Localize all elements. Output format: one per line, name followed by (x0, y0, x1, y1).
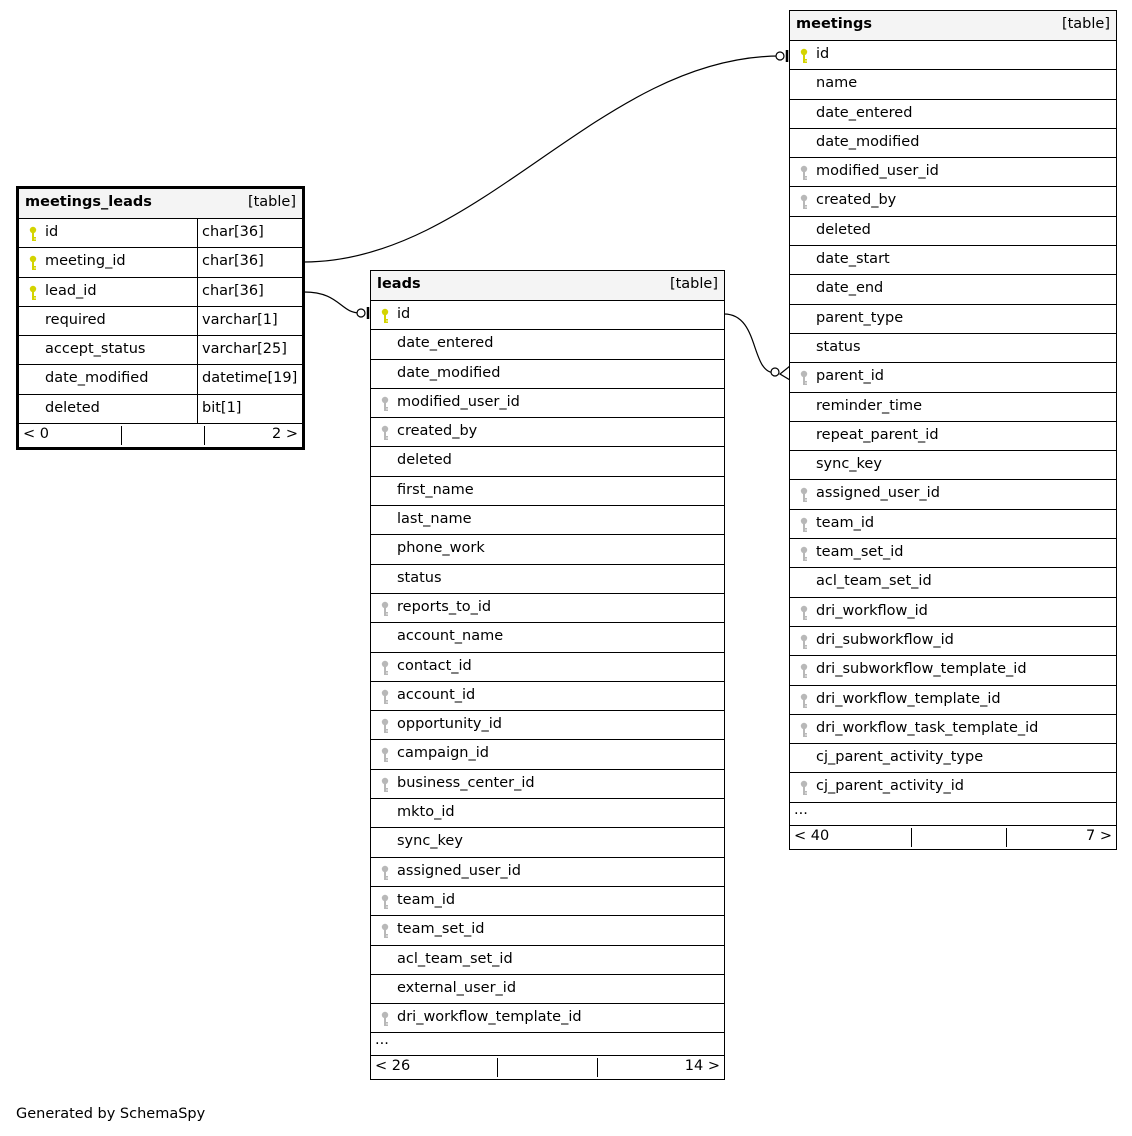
primary-key-icon (379, 308, 391, 324)
column-row[interactable] (371, 887, 724, 916)
column-row[interactable] (371, 946, 724, 975)
column-name: contact_id (397, 657, 472, 674)
table-header (371, 271, 724, 301)
column-row[interactable] (790, 70, 1116, 99)
column-name: dri_subworkflow_template_id (816, 661, 1027, 678)
foreign-key-icon (798, 780, 810, 796)
foreign-key-icon (379, 747, 391, 763)
foreign-key-icon (798, 546, 810, 562)
table-meetings[interactable] (789, 10, 1117, 850)
column-row[interactable] (790, 568, 1116, 597)
column-name: mkto_id (397, 804, 455, 821)
column-name: modified_user_id (397, 393, 520, 410)
foreign-key-icon (798, 722, 810, 738)
column-name: opportunity_id (397, 716, 502, 733)
column-name: name (816, 75, 858, 92)
column-name: external_user_id (397, 979, 517, 996)
column-name: assigned_user_id (816, 485, 940, 502)
foreign-key-icon (798, 634, 810, 650)
foreign-key-icon (798, 165, 810, 181)
foreign-key-icon (798, 370, 810, 386)
column-row[interactable] (790, 744, 1116, 773)
foreign-key-icon (379, 1011, 391, 1027)
column-row[interactable] (371, 360, 724, 389)
column-row[interactable] (371, 623, 724, 652)
children-count[interactable]: 14 > (684, 1058, 720, 1075)
foreign-key-icon (379, 689, 391, 705)
column-name: reminder_time (816, 397, 923, 414)
table-footer (371, 1056, 724, 1079)
table-meetings-leads[interactable] (16, 186, 305, 450)
column-name: dri_workflow_template_id (816, 690, 1001, 707)
column-name: date_modified (45, 370, 149, 387)
column-row[interactable] (790, 100, 1116, 129)
more-columns (371, 1033, 724, 1056)
column-row[interactable] (790, 422, 1116, 451)
column-list (19, 219, 302, 424)
children-count[interactable]: 7 > (1086, 827, 1112, 844)
foreign-key-icon (798, 693, 810, 709)
column-name: deleted (816, 221, 871, 238)
more-ellipsis: ... (375, 1032, 389, 1049)
column-row[interactable] (790, 246, 1116, 275)
column-row[interactable] (371, 740, 724, 769)
column-row[interactable] (790, 686, 1116, 715)
foreign-key-icon (379, 425, 391, 441)
table-header (790, 11, 1116, 41)
column-type: char[36] (202, 253, 264, 270)
column-name: created_by (816, 192, 897, 209)
parents-count[interactable]: < 40 (794, 827, 830, 844)
column-row[interactable] (371, 711, 724, 740)
link-leads-id-to-meetings-parent (724, 314, 775, 373)
column-name: status (816, 338, 861, 355)
column-name: team_set_id (816, 544, 904, 561)
column-row[interactable] (371, 916, 724, 945)
column-row[interactable] (371, 301, 724, 330)
column-name: team_id (816, 514, 875, 531)
column-name: account_id (397, 686, 476, 703)
foreign-key-icon (379, 865, 391, 881)
column-name: cj_parent_activity_id (816, 778, 964, 795)
column-row[interactable] (19, 395, 302, 424)
schemaspy-credit: Generated by SchemaSpy (16, 1106, 206, 1122)
column-name: id (816, 46, 830, 62)
column-name: dri_workflow_id (816, 602, 928, 619)
column-row[interactable] (19, 365, 302, 394)
column-name: date_start (816, 251, 890, 268)
column-row[interactable] (371, 828, 724, 857)
column-name: id (45, 224, 59, 240)
column-row[interactable] (371, 975, 724, 1004)
foreign-key-icon (379, 718, 391, 734)
column-row[interactable] (790, 129, 1116, 158)
column-row[interactable] (790, 41, 1116, 70)
column-name: created_by (397, 423, 478, 440)
parents-count[interactable]: < 26 (375, 1058, 411, 1075)
column-row[interactable] (790, 217, 1116, 246)
column-name: repeat_parent_id (816, 426, 939, 443)
column-name: status (397, 569, 442, 586)
link-parent-optional-marker (771, 368, 779, 376)
table-footer (790, 826, 1116, 849)
column-name: team_set_id (397, 921, 485, 938)
column-name: phone_work (397, 540, 485, 557)
parents-count[interactable]: < 0 (23, 426, 49, 443)
column-row[interactable] (790, 715, 1116, 744)
column-row[interactable] (19, 307, 302, 336)
column-name: date_entered (816, 104, 913, 121)
primary-key-icon (27, 226, 39, 242)
column-row[interactable] (371, 653, 724, 682)
column-row[interactable] (790, 187, 1116, 216)
foreign-key-icon (798, 517, 810, 533)
column-name: reports_to_id (397, 598, 492, 615)
primary-key-icon (27, 285, 39, 301)
column-row[interactable] (790, 656, 1116, 685)
column-name: accept_status (45, 341, 146, 358)
column-name: team_id (397, 891, 456, 908)
column-row[interactable] (790, 334, 1116, 363)
column-name: acl_team_set_id (816, 573, 932, 590)
column-row[interactable] (19, 336, 302, 365)
column-row[interactable] (790, 627, 1116, 656)
table-name[interactable]: meetings (796, 16, 873, 32)
link-lead-id-to-leads (304, 292, 360, 313)
column-name: last_name (397, 511, 472, 528)
column-row[interactable] (371, 389, 724, 418)
column-type: varchar[1] (202, 311, 278, 328)
more-ellipsis: ... (794, 801, 808, 818)
column-name: account_name (397, 628, 504, 645)
column-row[interactable] (790, 158, 1116, 187)
column-name: parent_type (816, 309, 904, 326)
column-row[interactable] (790, 539, 1116, 568)
column-row[interactable] (371, 799, 724, 828)
column-name: required (45, 311, 106, 328)
column-name: meeting_id (45, 253, 126, 270)
column-name: dri_workflow_task_template_id (816, 719, 1039, 736)
column-row[interactable] (371, 1004, 724, 1033)
column-row[interactable] (790, 773, 1116, 802)
column-name: date_entered (397, 335, 494, 352)
column-row[interactable] (371, 682, 724, 711)
table-footer (19, 424, 302, 447)
foreign-key-icon (798, 194, 810, 210)
column-name: id (397, 306, 411, 322)
more-columns (790, 803, 1116, 826)
table-leads[interactable] (370, 270, 725, 1080)
column-name: sync_key (816, 456, 882, 473)
column-name: assigned_user_id (397, 862, 521, 879)
column-name: deleted (397, 452, 452, 469)
column-row[interactable] (371, 770, 724, 799)
column-row[interactable] (790, 451, 1116, 480)
column-type: datetime[19] (202, 370, 298, 387)
column-type: char[36] (202, 282, 264, 299)
column-row[interactable] (19, 278, 302, 307)
column-row[interactable] (371, 535, 724, 564)
column-row[interactable] (371, 447, 724, 476)
column-type: bit[1] (202, 399, 242, 416)
column-row[interactable] (19, 219, 302, 248)
primary-key-icon (798, 48, 810, 64)
column-name: sync_key (397, 833, 463, 850)
column-row[interactable] (790, 480, 1116, 509)
foreign-key-icon (379, 660, 391, 676)
column-name: lead_id (45, 282, 97, 299)
column-row[interactable] (790, 598, 1116, 627)
link-leads-optional-marker (357, 309, 365, 317)
table-type-label: [table] (669, 276, 718, 292)
column-name: cj_parent_activity_type (816, 749, 984, 766)
column-row[interactable] (371, 858, 724, 887)
table-name[interactable]: meetings_leads (25, 194, 152, 210)
column-row[interactable] (371, 477, 724, 506)
column-name: deleted (45, 399, 100, 416)
table-header (19, 189, 302, 219)
column-name: first_name (397, 481, 474, 498)
link-meeting-id-to-meetings (304, 56, 780, 262)
foreign-key-icon (379, 601, 391, 617)
table-type-label: [table] (1061, 16, 1110, 32)
column-row[interactable] (371, 418, 724, 447)
column-row[interactable] (790, 363, 1116, 392)
column-name: dri_workflow_template_id (397, 1009, 582, 1026)
column-list (790, 41, 1116, 803)
column-type: char[36] (202, 224, 264, 240)
foreign-key-icon (379, 923, 391, 939)
column-row[interactable] (790, 393, 1116, 422)
column-name: modified_user_id (816, 163, 939, 180)
column-type: varchar[25] (202, 341, 287, 358)
column-name: business_center_id (397, 774, 535, 791)
column-name: date_end (816, 280, 884, 297)
column-name: date_modified (816, 133, 920, 150)
foreign-key-icon (798, 605, 810, 621)
foreign-key-icon (798, 487, 810, 503)
column-name: parent_id (816, 368, 885, 385)
column-name: date_modified (397, 364, 501, 381)
table-type-label: [table] (247, 194, 296, 210)
foreign-key-icon (379, 396, 391, 412)
column-row[interactable] (19, 248, 302, 277)
column-row[interactable] (371, 506, 724, 535)
foreign-key-icon (379, 894, 391, 910)
foreign-key-icon (798, 663, 810, 679)
column-name: campaign_id (397, 745, 489, 762)
column-name: dri_subworkflow_id (816, 631, 954, 648)
column-row[interactable] (790, 275, 1116, 304)
column-row[interactable] (371, 565, 724, 594)
column-name: acl_team_set_id (397, 950, 513, 967)
children-count[interactable]: 2 > (272, 426, 298, 443)
primary-key-icon (27, 255, 39, 271)
link-meetings-optional-marker (776, 52, 784, 60)
column-row[interactable] (790, 305, 1116, 334)
table-name[interactable]: leads (377, 276, 421, 292)
column-row[interactable] (371, 594, 724, 623)
column-row[interactable] (371, 330, 724, 359)
column-list (371, 301, 724, 1033)
column-row[interactable] (790, 510, 1116, 539)
foreign-key-icon (379, 777, 391, 793)
